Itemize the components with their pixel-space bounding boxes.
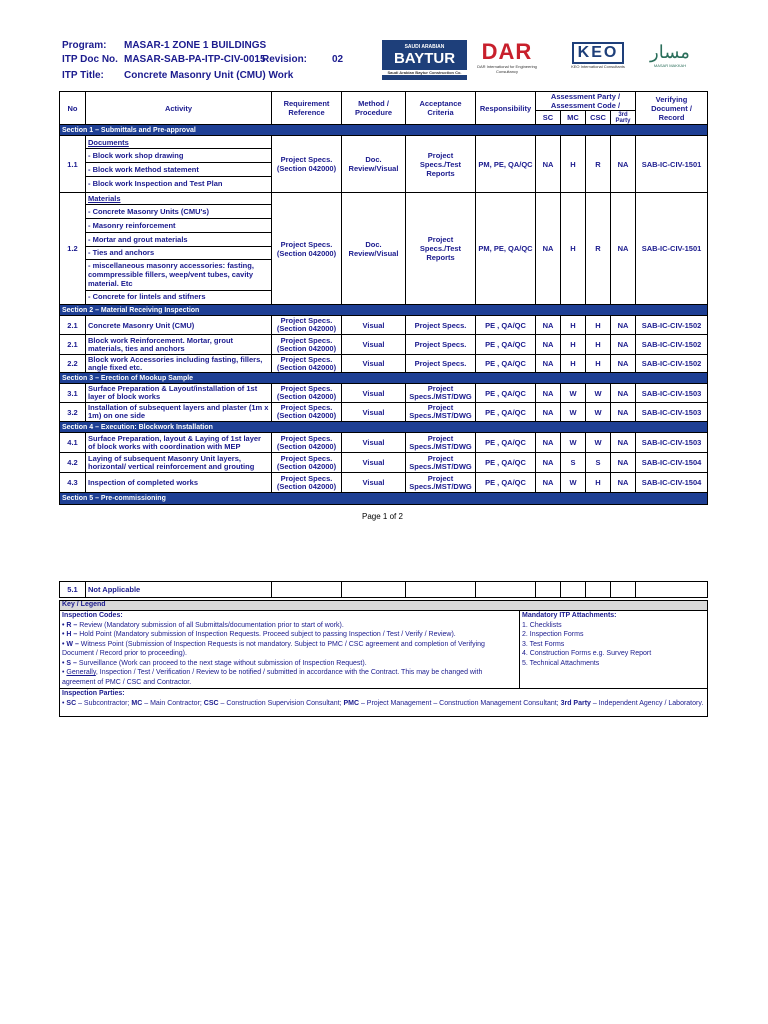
table-row [60,384,708,403]
inspection-codes: Inspection Codes: • R – Review (Mandatory submission of all Submittals/documentation prior to start of work). • H – Hold Point (Mandatory submission of Inspection Requests. Proceed subject to passing Inspection / Test / Verify / Review). • W – Witness Point (Submission of Inspection Requests is not mandatory. Subject to PMC / CSC agreement and completion of Verifying Document / Record prior to proceeding). • S – Surveillance (Work can proceed to the next stage without submission of Inspection Request). • Generally, Inspection / Test / Verification / Review to be notified / submitted in accordance with the Contract. This may be changed with agreement of PMC / CSC and Contractor. [60,611,520,689]
row-activity: Inspection of completed works [86,473,272,493]
row-acceptance: Project Specs./MST/DWG [406,453,476,473]
activity-item: - Block work Inspection and Test Plan [88,179,223,189]
code-w: Witness Point (Submission of Inspection Requests is not mandatory. Subject to PMC / CSC agreement and completion of Verifying Document / Record prior to proceeding). [62,640,485,657]
revision-value: 02 [332,54,344,65]
table-row [60,355,708,373]
row-acceptance: Project Specs. [406,316,476,335]
row-requirement: Project Specs. (Section 042000) [272,433,342,453]
col-method: Method / Procedure [342,92,406,125]
row-responsibility: PE , QA/QC [476,335,536,355]
table-row [60,403,708,422]
empty-cell [342,582,406,598]
code-h-key: • H – [62,631,78,638]
attachment-item: 2. Inspection Forms [522,631,584,638]
empty-cell [406,582,476,598]
row-acceptance: Project Specs./MST/DWG [406,384,476,403]
row-verifying-doc: SAB-IC-CIV-1503 [636,403,708,422]
row-verifying-doc: SAB-IC-CIV-1504 [636,473,708,493]
row-verifying-doc: SAB-IC-CIV-1502 [636,355,708,373]
row-method: Visual [342,403,406,422]
code-general-key: Generally [66,669,96,676]
row-mc: W [561,433,586,453]
masar-logo-name: مسار [650,42,690,62]
code-r-key: • R – [62,621,78,629]
empty-cell [586,582,611,598]
inspection-parties: Inspection Parties: • SC – Subcontractor; MC – Main Contractor; CSC – Construction Supervision Consultant; PMC – Project Management – Construction Management Consultant; 3rd Party – Independent Agency / Laboratory. [60,689,708,717]
row-method: Visual [342,453,406,473]
row-sc: NA [536,316,561,335]
row-csc: S [586,453,611,473]
table-row [60,433,708,453]
row-responsibility: PM, PE, QA/QC [476,136,536,193]
empty-cell [611,582,636,598]
table-row [60,453,708,473]
section-header: Section 3 – Erection of Mookup Sample [60,373,708,384]
row-sc: NA [536,384,561,403]
row-no: 4.2 [60,453,86,473]
row-no: 1.1 [60,136,86,193]
col-mc: MC [561,111,586,125]
row-requirement: Project Specs. (Section 042000) [272,453,342,473]
row-mc: H [561,193,586,305]
code-s-key: • S – [62,659,77,667]
row-third-party: NA [611,473,636,493]
row-verifying-doc: SAB-IC-CIV-1501 [636,193,708,305]
itp-title-label: ITP Title: [62,70,104,81]
empty-cell [272,582,342,598]
col-no: No [60,92,86,125]
row-acceptance: Project Specs./Test Reports [406,193,476,305]
row-csc: H [586,335,611,355]
col-verifying: Verifying Document / Record [636,92,708,125]
empty-cell [636,582,708,598]
section-header: Section 1 – Submittals and Pre-approval [60,125,708,136]
row-method: Visual [342,433,406,453]
row-third-party: NA [611,384,636,403]
row-sc: NA [536,453,561,473]
row-sc: NA [536,136,561,193]
party-third-key: 3rd Party [560,699,591,707]
dar-logo-sub: DAR International for Engineering Consultancy [477,64,537,74]
row-csc: R [586,136,611,193]
row-method: Visual [342,384,406,403]
mandatory-attachments [520,611,708,689]
row-activity: Surface Preparation & Layout/installation of 1st layer of block works [86,384,272,403]
row-responsibility: PE , QA/QC [476,433,536,453]
row-csc: H [586,355,611,373]
row-activity [86,193,272,305]
legend-table [59,600,708,717]
attachment-item: 5. Technical Attachments [522,659,600,667]
row-requirement: Project Specs. (Section 042000) [272,403,342,422]
baytur-logo-sub: Saudi Arabian Baytur Construction Co. [382,70,467,75]
col-sc: SC [536,111,561,125]
row-requirement: Project Specs. (Section 042000) [272,384,342,403]
row-responsibility: PM, PE, QA/QC [476,193,536,305]
row-third-party: NA [611,453,636,473]
row-responsibility: PE , QA/QC [476,473,536,493]
col-csc: CSC [586,111,611,125]
row-no: 2.1 [60,335,86,355]
row-mc: H [561,335,586,355]
row-csc: W [586,433,611,453]
row-no: 2.1 [60,316,86,335]
program-label: Program: [62,40,107,51]
row-method: Visual [342,316,406,335]
row-requirement: Project Specs. (Section 042000) [272,355,342,373]
table-row [60,473,708,493]
row-mc: W [561,384,586,403]
code-w-key: • W – [62,640,79,648]
activity-item: - Mortar and grout materials [86,232,271,246]
row-activity: Not Applicable [86,582,272,598]
itp-doc-value: MASAR-SAB-PA-ITP-CIV-0015 [124,54,266,65]
section-header: Section 2 – Material Receiving Inspection [60,305,708,316]
row-no: 5.1 [60,582,86,598]
row-csc: H [586,316,611,335]
party-csc-key: CSC [203,699,219,707]
row-acceptance: Project Specs./MST/DWG [406,473,476,493]
col-acceptance: Acceptance Criteria [406,92,476,125]
row-third-party: NA [611,433,636,453]
attachment-item: 1. Checklists [522,621,562,629]
row-responsibility: PE , QA/QC [476,316,536,335]
row-third-party: NA [611,355,636,373]
activity-heading: Materials [86,194,271,204]
table-row [60,193,708,305]
row-verifying-doc: SAB-IC-CIV-1503 [636,384,708,403]
row-verifying-doc: SAB-IC-CIV-1504 [636,453,708,473]
attachments-title: Mandatory ITP Attachments: [522,612,617,619]
row-method: Visual [342,335,406,355]
row-no: 4.3 [60,473,86,493]
page-number: Page 1 of 2 [362,512,403,521]
row-sc: NA [536,473,561,493]
row-sc: NA [536,433,561,453]
row-verifying-doc: SAB-IC-CIV-1501 [636,136,708,193]
table-row [60,136,708,193]
keo-logo-name: KEO [572,42,625,64]
row-mc: W [561,403,586,422]
empty-cell [476,582,536,598]
table-row [60,316,708,335]
keo-logo [560,40,636,80]
dar-logo-name: DAR [481,39,533,64]
row-requirement: Project Specs. (Section 042000) [272,316,342,335]
row-acceptance: Project Specs./Test Reports [406,136,476,193]
row-third-party: NA [611,335,636,355]
activity-item: - Block work shop drawing [86,148,271,162]
row-requirement: Project Specs. (Section 042000) [272,473,342,493]
row-responsibility: PE , QA/QC [476,453,536,473]
col-third-party: 3rd Party [611,111,636,125]
row-method: Visual [342,355,406,373]
row-requirement: Project Specs. (Section 042000) [272,136,342,193]
activity-heading: Documents [86,137,271,148]
keo-logo-sub: KEO International Consultants [571,64,625,69]
table-row [60,335,708,355]
masar-logo-sub: MASAR MAKKAH [653,63,687,68]
row-mc: H [561,136,586,193]
row-acceptance: Project Specs. [406,335,476,355]
attachment-item: 3. Test Forms [522,640,565,648]
party-pmc: – Project Management – Construction Management Consultant; [359,699,561,707]
code-general: , Inspection / Test / Verification / Review to be notified / submitted in accordance with the Contract. This may be changed with agreement of PMC / CSC and Contractor. [62,669,483,686]
row-third-party: NA [611,136,636,193]
party-csc: – Construction Supervision Consultant; [218,699,344,707]
party-sc-key: SC [66,699,77,707]
row-sc: NA [536,193,561,305]
row-activity: Laying of subsequent Masonry Unit layers, horizontal/ vertical reinforcement and grouting [86,453,272,473]
dar-logo [477,40,537,80]
row-method: Doc. Review/Visual [342,136,406,193]
itp-table [59,91,708,505]
col-assessment: Assessment Party / Assessment Code / [536,92,636,111]
row-csc: R [586,193,611,305]
section-header: Section 5 – Pre-commissioning [60,493,708,505]
activity-item: - Concrete Masonry Units (CMU's) [86,204,271,218]
row-responsibility: PE , QA/QC [476,384,536,403]
row-third-party: NA [611,403,636,422]
itp-title-value: Concrete Masonry Unit (CMU) Work [124,70,294,81]
row-responsibility: PE , QA/QC [476,403,536,422]
code-s: Surveillance (Work can proceed to the next stage without submission of Inspection Request). [76,659,367,667]
row-sc: NA [536,355,561,373]
row-third-party: NA [611,316,636,335]
row-verifying-doc: SAB-IC-CIV-1502 [636,335,708,355]
table-row [60,582,708,598]
activity-item: - Concrete for lintels and stifners [88,292,206,302]
row-requirement: Project Specs. (Section 042000) [272,335,342,355]
activity-item: - Masonry reinforcement [86,218,271,232]
row-activity: Concrete Masonry Unit (CMU) [86,316,272,335]
row-mc: H [561,355,586,373]
attachment-item: 4. Construction Forms e.g. Survey Report [522,650,652,657]
baytur-logo [382,40,467,80]
masar-logo [650,42,690,78]
parties-title: Inspection Parties: [62,690,125,697]
row-responsibility: PE , QA/QC [476,355,536,373]
empty-cell [536,582,561,598]
row-method: Doc. Review/Visual [342,193,406,305]
row-mc: S [561,453,586,473]
baytur-logo-name: BAYTUR [393,50,456,67]
row-third-party: NA [611,193,636,305]
code-r: Review (Mandatory submission of all Submittals/documentation prior to start of work). [77,621,344,629]
row-acceptance: Project Specs./MST/DWG [406,433,476,453]
row-no: 3.2 [60,403,86,422]
col-responsibility: Responsibility [476,92,536,125]
col-activity: Activity [86,92,272,125]
baytur-logo-top: SAUDI ARABIAN [404,44,445,50]
row-activity: Block work Reinforcement. Mortar, grout materials, ties and anchors [86,335,272,355]
empty-cell [561,582,586,598]
row-mc: H [561,316,586,335]
itp-doc-label: ITP Doc No. [62,54,118,65]
itp-table-continued [59,581,708,598]
row-sc: NA [536,403,561,422]
row-activity: Installation of subsequent layers and plaster (1m x 1m) on one side [86,403,272,422]
row-no: 1.2 [60,193,86,305]
row-activity [86,136,272,193]
party-pmc-key: PMC [343,699,360,707]
legend-title: Key / Legend [60,601,708,611]
row-mc: W [561,473,586,493]
row-verifying-doc: SAB-IC-CIV-1502 [636,316,708,335]
activity-item: - Block work Method statement [86,162,271,176]
logo-strip [382,40,692,82]
party-mc: – Main Contractor; [142,699,204,707]
row-no: 4.1 [60,433,86,453]
row-acceptance: Project Specs. [406,355,476,373]
activity-item: - Ties and anchors [86,246,271,259]
party-sc: – Subcontractor; [76,699,132,707]
row-method: Visual [342,473,406,493]
row-csc: H [586,473,611,493]
col-requirement: Requirement Reference [272,92,342,125]
row-activity: Surface Preparation, layout & Laying of 1st layer of block works with coordination with MEP [86,433,272,453]
revision-label: Revision: [262,54,308,65]
row-no: 2.2 [60,355,86,373]
codes-title: Inspection Codes: [62,612,123,619]
row-no: 3.1 [60,384,86,403]
program-value: MASAR-1 ZONE 1 BUILDINGS [124,40,267,51]
row-csc: W [586,384,611,403]
activity-item: - miscellaneous masonry accessories: fasting, commpressible fillers, weep/vent tubes, cavity material. Etc [86,259,271,290]
row-csc: W [586,403,611,422]
row-acceptance: Project Specs./MST/DWG [406,403,476,422]
section-header: Section 4 – Execution: Blockwork Installation [60,422,708,433]
row-verifying-doc: SAB-IC-CIV-1503 [636,433,708,453]
row-sc: NA [536,335,561,355]
row-activity: Block work Accessories including fasting, fillers, angle fixed etc. [86,355,272,373]
party-mc-key: MC [131,699,143,707]
party-third: – Independent Agency / Laboratory. [590,699,704,707]
code-h: Hold Point (Mandatory submission of Inspection Requests. Proceed subject to passing Inspection / Test / Verify / Review). [77,631,456,638]
row-requirement: Project Specs. (Section 042000) [272,193,342,305]
